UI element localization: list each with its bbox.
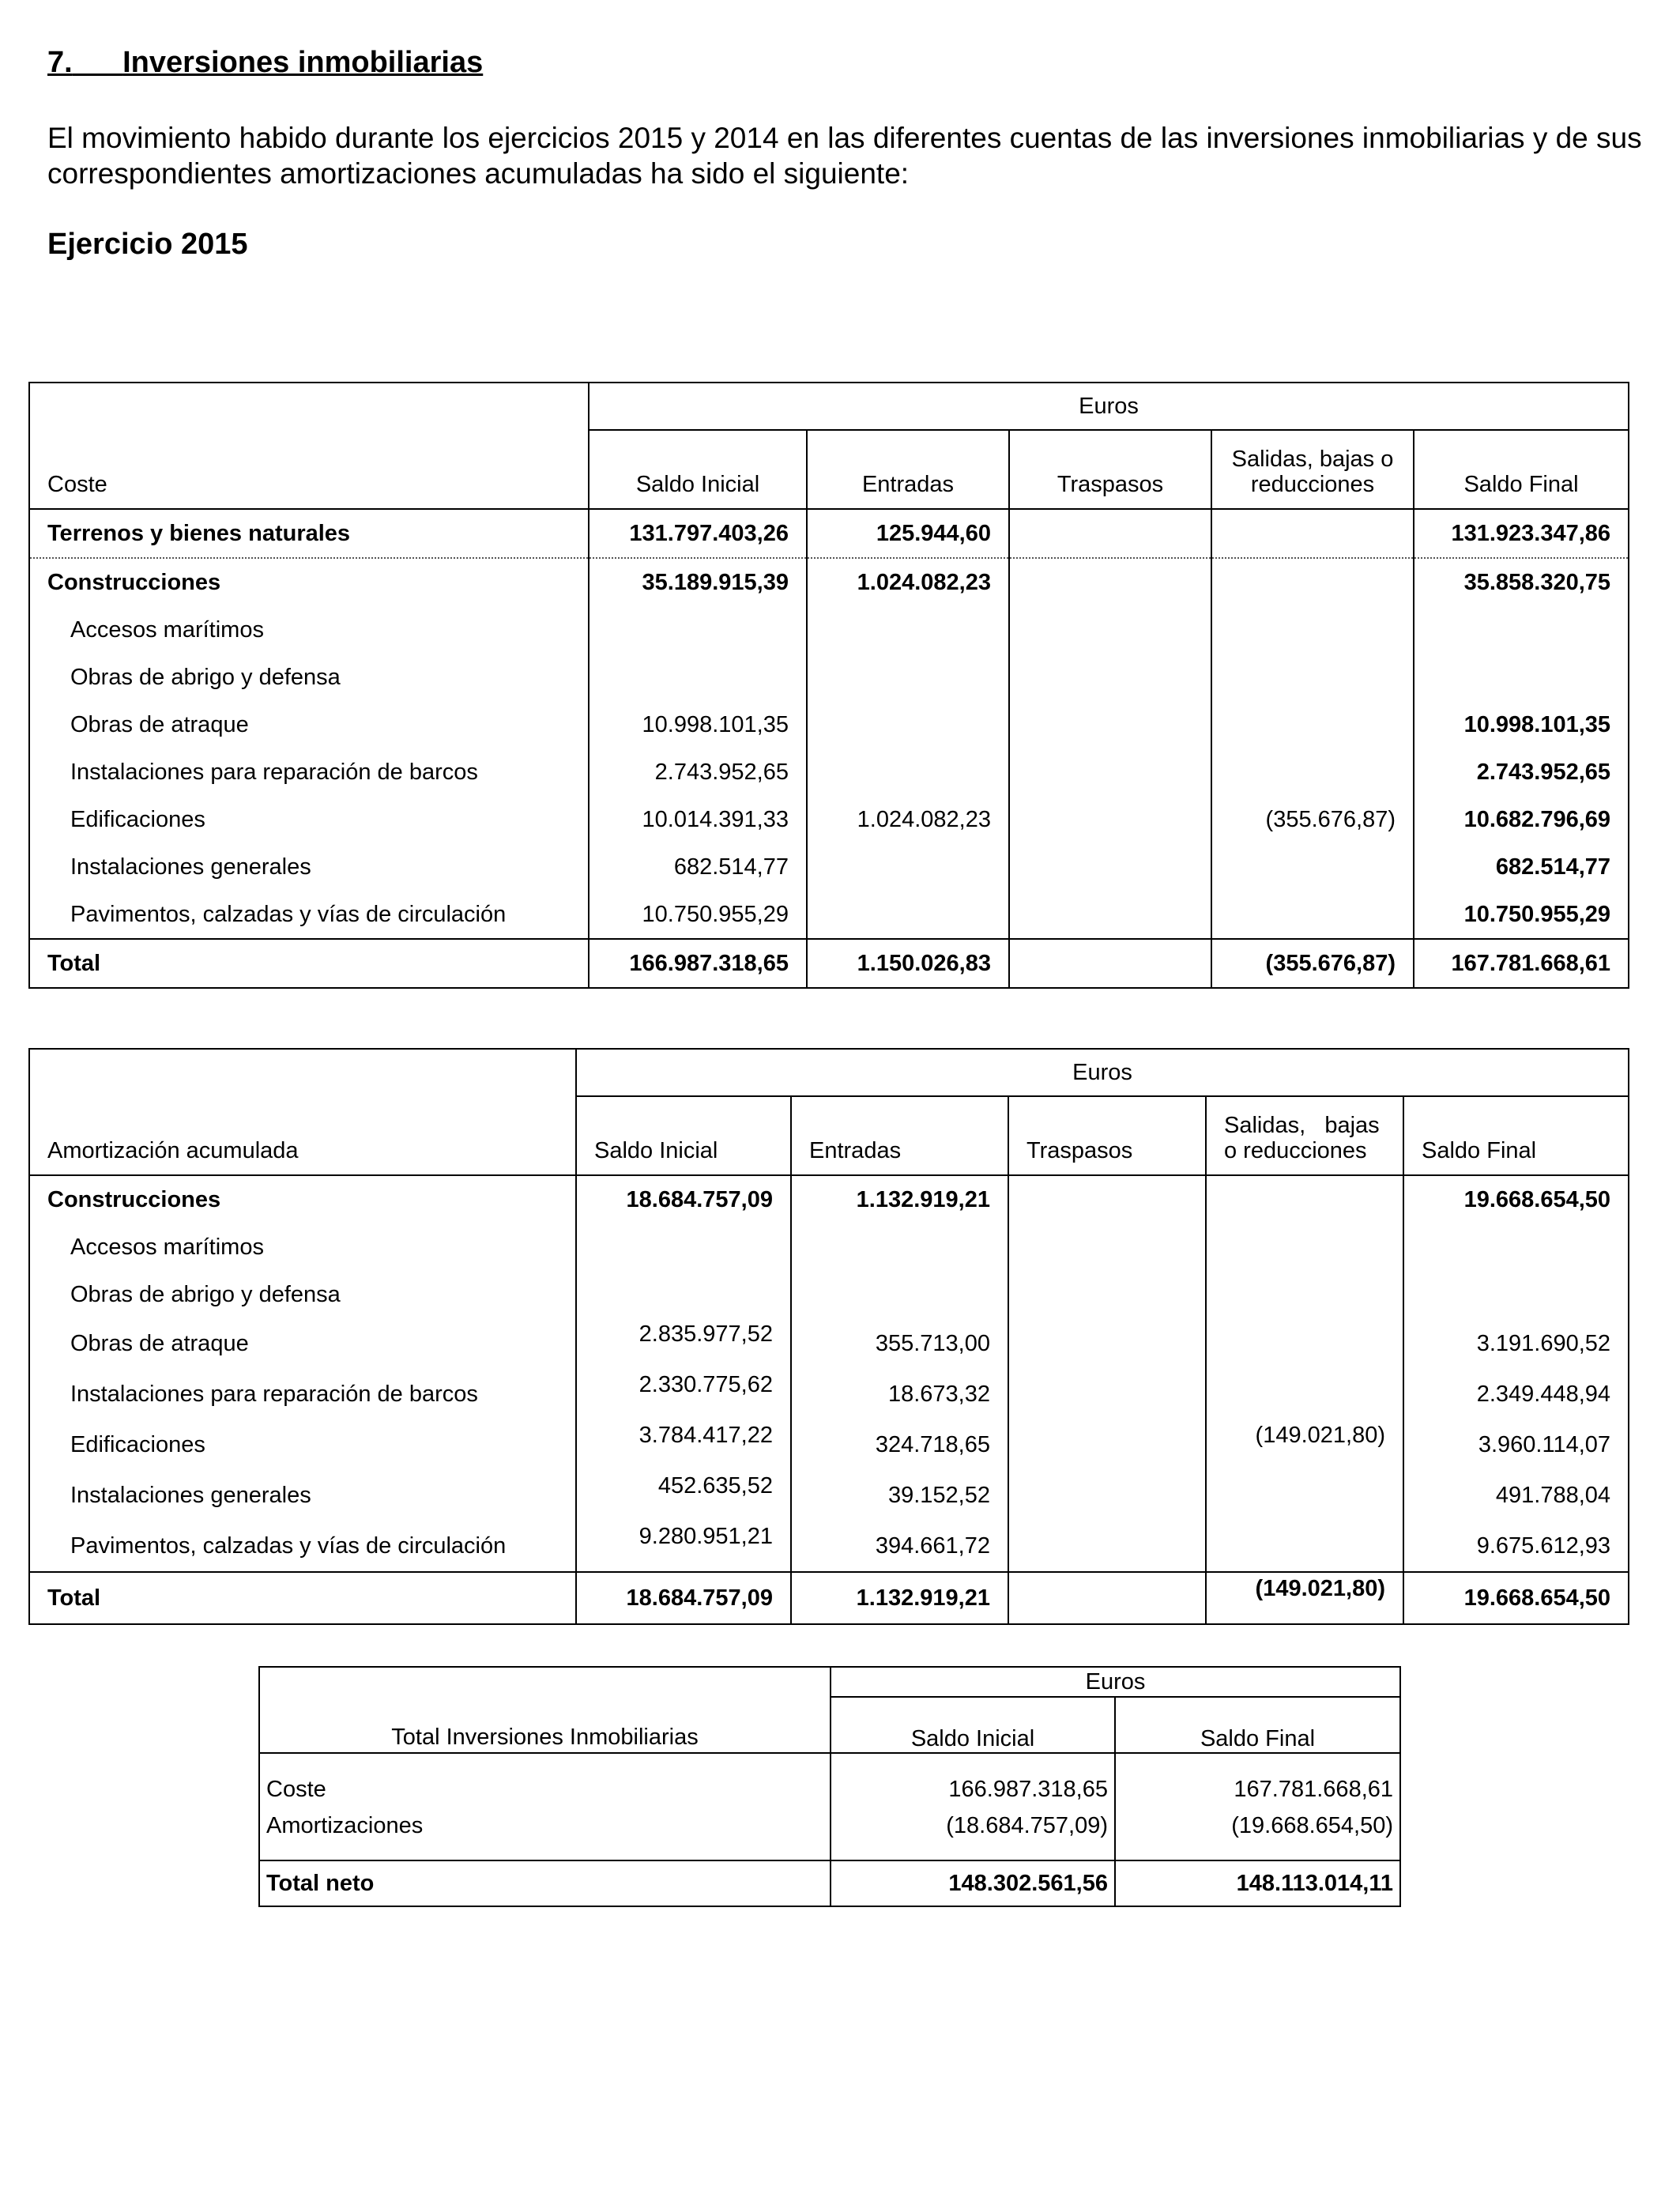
cell [1009,701,1211,748]
row-label: Accesos marítimos [70,1234,264,1260]
row-label: Construcciones [47,1186,221,1212]
column-header: Entradas [791,1096,1008,1175]
cell: 167.781.668,61 [1115,1771,1400,1808]
column-header: Coste [29,430,589,509]
row-label: Instalaciones para reparación de barcos [70,759,478,785]
cell: 10.750.955,29 [1414,891,1629,939]
table-header-row [29,1049,1629,1096]
cell [1009,654,1211,701]
cell: 10.998.101,35 [1414,701,1629,748]
cell [1206,1318,1403,1369]
table-row [29,1521,1629,1572]
cell: 1.024.082,23 [807,558,1009,606]
row-label: Pavimentos, calzadas y vías de circulación [70,901,507,927]
intro-paragraph: El movimiento habido durante los ejercicios 2015 y 2014 en las diferentes cuentas de las inversiones inmobiliarias y de sus correspondientes amortizaciones acumuladas ha sido el siguiente: [47,122,1642,190]
column-header: Saldo Inicial [589,430,807,509]
row-label: Instalaciones para reparación de barcos [70,1381,478,1407]
coste-table [28,382,1629,989]
row-label: Total [29,939,589,988]
cell: 10.014.391,33 [589,796,807,843]
row-label: Instalaciones generales [70,1482,311,1508]
row-label: Edificaciones [70,806,205,832]
cell: 131.797.403,26 [589,509,807,558]
table-row [29,654,1629,701]
cell [1206,1175,1403,1223]
cell [1008,1521,1206,1572]
row-label: Obras de abrigo y defensa [70,664,341,690]
cell: 18.684.757,09 [576,1572,791,1624]
cell: 394.661,72 [791,1521,1008,1572]
column-header: Saldo Final [1115,1697,1400,1753]
row-label: Construcciones [47,569,221,595]
table-row [29,1271,1629,1318]
cell: 1.024.082,23 [807,796,1009,843]
table-row [29,1223,1629,1271]
cell: (149.021,80) [1206,1419,1403,1470]
cell [807,701,1009,748]
cell [1211,701,1414,748]
cell [1008,1175,1206,1223]
cell: 166.987.318,65 [831,1771,1115,1808]
column-header: Traspasos [1008,1096,1206,1175]
cell [1008,1470,1206,1521]
cell [589,654,807,701]
table-row [29,509,1629,558]
cell [1009,558,1211,606]
cell: 2.743.952,65 [589,748,807,796]
table-row [259,1771,1400,1808]
section-title: Inversiones inmobiliarias [122,46,484,79]
cell [1206,1271,1403,1318]
row-label: Amortizaciones [266,1812,424,1838]
table-header-row [259,1697,1400,1753]
cell: 35.189.915,39 [589,558,807,606]
row-label: Pavimentos, calzadas y vías de circulación [70,1532,507,1559]
cell [1009,606,1211,654]
section-heading [47,46,483,80]
cell [1008,1223,1206,1271]
cell [1211,843,1414,891]
cell: 3.784.417,22 [576,1419,791,1470]
column-header: Saldo Final [1403,1096,1629,1175]
table-row [29,1318,1629,1369]
cell: (149.021,80) [1206,1572,1403,1624]
row-label: Total [29,1572,576,1624]
table-row [29,606,1629,654]
cell: 2.835.977,52 [576,1318,791,1369]
cell [1211,748,1414,796]
total-row [259,1860,1400,1906]
table-header-row [29,1096,1629,1175]
section-number: 7. [47,46,73,79]
cell: 148.302.561,56 [831,1860,1115,1906]
cell [1009,939,1211,988]
cell [1009,748,1211,796]
table-row [29,1369,1629,1419]
group-header: Euros [589,383,1629,430]
group-header: Euros [831,1667,1400,1697]
cell [1206,1521,1403,1572]
cell [807,891,1009,939]
cell: 3.191.690,52 [1403,1318,1629,1369]
cell: 1.132.919,21 [791,1572,1008,1624]
table-header-row [29,383,1629,430]
cell: 1.132.919,21 [791,1175,1008,1223]
cell [1008,1318,1206,1369]
table-row [259,1808,1400,1844]
cell: 166.987.318,65 [589,939,807,988]
table-header-row [29,430,1629,509]
row-label: Coste [266,1776,326,1802]
cell [1211,654,1414,701]
table-row [29,891,1629,939]
subheading: Ejercicio 2015 [47,228,248,261]
cell: 10.682.796,69 [1414,796,1629,843]
cell [1414,654,1629,701]
column-header: Saldo Inicial [576,1096,791,1175]
column-header: Entradas [807,430,1009,509]
table-row [29,701,1629,748]
cell: (19.668.654,50) [1115,1808,1400,1844]
cell: 355.713,00 [791,1318,1008,1369]
cell [1008,1419,1206,1470]
table-row [29,1419,1629,1470]
cell: 491.788,04 [1403,1470,1629,1521]
amortizacion-table [28,1048,1629,1625]
row-label: Accesos marítimos [70,616,264,643]
cell [1009,509,1211,558]
total-row [29,1572,1629,1624]
cell: 131.923.347,86 [1414,509,1629,558]
row-label: Obras de atraque [70,1330,249,1356]
group-header: Euros [576,1049,1629,1096]
cell [1008,1572,1206,1624]
cell: 10.998.101,35 [589,701,807,748]
cell: 324.718,65 [791,1419,1008,1470]
cell [807,748,1009,796]
cell: (355.676,87) [1211,796,1414,843]
cell: 148.113.014,11 [1115,1860,1400,1906]
cell: 39.152,52 [791,1470,1008,1521]
cell: 19.668.654,50 [1403,1175,1629,1223]
cell: 452.635,52 [576,1470,791,1521]
column-header: Saldo Final [1414,430,1629,509]
cell [1403,1271,1629,1318]
cell: 9.280.951,21 [576,1521,791,1572]
table-row [29,748,1629,796]
cell: 9.675.612,93 [1403,1521,1629,1572]
table-row [29,1470,1629,1521]
cell [1009,891,1211,939]
row-label: Instalaciones generales [70,854,311,880]
cell [1211,558,1414,606]
row-label: Terrenos y bienes naturales [29,509,589,558]
table-row [29,1175,1629,1223]
table-row [29,796,1629,843]
cell: 682.514,77 [1414,843,1629,891]
cell [1009,843,1211,891]
row-label: Obras de atraque [70,711,249,737]
cell [791,1223,1008,1271]
cell [807,606,1009,654]
row-label: Obras de abrigo y defensa [70,1281,341,1307]
cell: 35.858.320,75 [1414,558,1629,606]
cell: 167.781.668,61 [1414,939,1629,988]
cell: 19.668.654,50 [1403,1572,1629,1624]
column-header: Traspasos [1009,430,1211,509]
row-label: Edificaciones [70,1431,205,1457]
cell [791,1271,1008,1318]
cell [1211,891,1414,939]
cell [1211,606,1414,654]
cell: 2.349.448,94 [1403,1369,1629,1419]
cell [576,1223,791,1271]
cell: (355.676,87) [1211,939,1414,988]
table-row [29,843,1629,891]
cell [576,1271,791,1318]
cell: 18.673,32 [791,1369,1008,1419]
cell: 125.944,60 [807,509,1009,558]
cell: 10.750.955,29 [589,891,807,939]
cell: 682.514,77 [589,843,807,891]
cell [1206,1223,1403,1271]
cell [807,843,1009,891]
cell [1414,606,1629,654]
cell [1206,1470,1403,1521]
column-header: Amortización acumulada [29,1096,576,1175]
cell [589,606,807,654]
cell: 2.743.952,65 [1414,748,1629,796]
cell: 18.684.757,09 [576,1175,791,1223]
cell: 2.330.775,62 [576,1369,791,1419]
cell [807,654,1009,701]
cell [1009,796,1211,843]
cell: (18.684.757,09) [831,1808,1115,1844]
cell [1008,1369,1206,1419]
table-header-row [259,1667,1400,1697]
cell [1206,1369,1403,1419]
column-header: Total Inversiones Inmobiliarias [259,1697,831,1753]
cell [1211,509,1414,558]
cell: 1.150.026,83 [807,939,1009,988]
cell [1403,1223,1629,1271]
column-header: Saldo Inicial [831,1697,1115,1753]
summary-table [258,1666,1401,1907]
cell: 3.960.114,07 [1403,1419,1629,1470]
column-header: Salidas, bajas o reducciones [1211,430,1414,509]
column-header: Salidas, bajas o reducciones [1206,1096,1403,1175]
cell [1008,1271,1206,1318]
row-label: Total neto [259,1860,831,1906]
total-row [29,939,1629,988]
table-row [29,558,1629,606]
